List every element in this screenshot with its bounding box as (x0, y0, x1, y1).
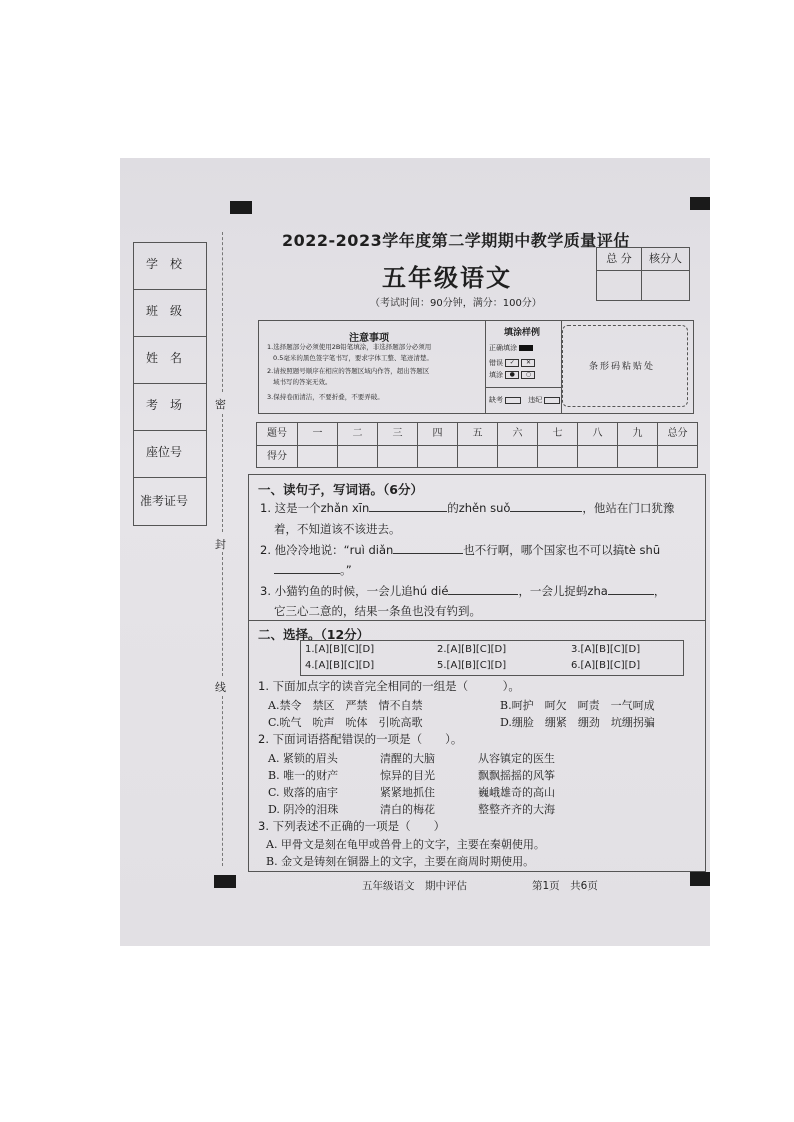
score-cell[interactable] (498, 446, 538, 468)
corner-marker (214, 875, 236, 888)
answer-choice-2[interactable]: 2.[A][B][C][D] (437, 644, 507, 655)
option-2a-2: 清醒的大脑 (380, 752, 435, 765)
q1-text-a: 1. 这是一个zhǎn xīn (260, 501, 370, 515)
fill-sample-correct-label: 正确填涂 (489, 344, 517, 352)
label-seat: 座位号 (146, 445, 183, 459)
section-divider (248, 620, 706, 621)
label-school: 学 校 (146, 257, 183, 271)
answer-blank[interactable] (510, 500, 582, 512)
total-score-box (596, 247, 690, 301)
option-2d-2: 清白的梅花 (380, 803, 435, 816)
score-table-header: 二 (338, 423, 378, 445)
student-info-column (133, 242, 207, 526)
fill-sample-title: 填涂样例 (504, 328, 541, 338)
label-room: 考 场 (146, 398, 183, 412)
q3-text-a: 3. 小猫钓鱼的时候，一会儿追hú dié (260, 584, 449, 598)
label-class: 班 级 (146, 304, 183, 318)
answer-blank[interactable] (608, 583, 654, 595)
score-table-header: 九 (618, 423, 658, 445)
score-table-header: 六 (498, 423, 538, 445)
question-1-1 (260, 500, 674, 516)
option-3a: A. 甲骨文是刻在龟甲或兽骨上的文字，主要在秦朝使用。 (266, 838, 545, 851)
violation-label: 违纪 (528, 396, 543, 404)
option-2a-1: A. 紧锁的眉头 (268, 752, 338, 765)
info-cell-class[interactable] (134, 290, 206, 337)
total-score-label: 总 分 (597, 248, 642, 271)
score-cell[interactable] (578, 446, 618, 468)
notice-divider (485, 321, 486, 413)
option-1c: C.吮气 吮声 吮体 引吮高歌 (268, 716, 423, 729)
answer-choice-3[interactable]: 3.[A][B][C][D] (571, 644, 641, 655)
score-cell[interactable] (538, 446, 578, 468)
answer-blank[interactable] (448, 583, 518, 595)
seal-char-feng: 封 (215, 538, 226, 551)
score-row (257, 445, 697, 462)
q2-text-b: 也不行啊，哪个国家也不可以搞tè shū (463, 543, 661, 557)
score-cell[interactable] (338, 446, 378, 468)
fill-sample-wrong-2 (489, 370, 535, 380)
q3-text-b: ，一会儿捉蚂zha (518, 584, 608, 598)
score-table-header: 题号 (257, 423, 298, 445)
seal-line (222, 552, 223, 676)
option-2c-3: 巍峨雄奇的高山 (478, 786, 555, 799)
notice-item: 域书写的答案无效。 (273, 378, 332, 386)
absent-label: 缺考 (489, 396, 503, 404)
option-2b-1: B. 唯一的财产 (268, 769, 339, 782)
option-2c-2: 紧紧地抓住 (380, 786, 435, 799)
cross-mark-icon: ✕ (521, 359, 535, 367)
q1-text-b: 的zhěn suǒ (447, 501, 511, 515)
answer-blank[interactable] (274, 562, 340, 574)
answer-blank[interactable] (393, 542, 463, 554)
score-table-header: 总分 (667, 428, 688, 439)
notice-item: 3.保持卷面清洁，不要折叠，不要弄破。 (267, 393, 384, 401)
info-cell-room[interactable] (134, 384, 206, 431)
seal-char-xian: 线 (215, 681, 226, 694)
notice-box (258, 320, 694, 414)
fill-sample-fill-label: 填涂 (489, 371, 503, 379)
score-table-header: 八 (578, 423, 618, 445)
q2-text-c: 。” (340, 563, 352, 577)
score-cell[interactable] (658, 446, 697, 468)
question-1-2 (260, 542, 660, 558)
check-mark-icon: ✓ (505, 359, 519, 367)
score-table-header: 三 (378, 423, 418, 445)
option-2b-2: 惊异的目光 (380, 769, 435, 782)
notice-item: 2.请按照题号顺序在相应的答题区域内作答，超出答题区 (267, 367, 430, 375)
info-cell-exam-id[interactable] (134, 478, 206, 524)
score-table-header: 七 (538, 423, 578, 445)
corner-marker (690, 197, 710, 210)
score-table-header: 一 (298, 423, 338, 445)
q1-text-c: ，他站在门口犹豫 (582, 501, 675, 515)
score-cell[interactable] (298, 446, 338, 468)
barcode-area (562, 325, 688, 407)
corner-marker (690, 872, 710, 886)
dot-mark-icon: ● (505, 371, 519, 379)
seal-line (222, 414, 223, 532)
choice-question-1: 1. 下面加点字的读音完全相同的一组是（ ）。 (258, 679, 520, 693)
answer-choice-5[interactable]: 5.[A][B][C][D] (437, 660, 507, 671)
answer-blank[interactable] (369, 500, 447, 512)
section-2-title: 二、选择。（12分） (258, 627, 370, 642)
option-1d: D.绷脸 绷紧 绷劲 坑绷拐骗 (500, 716, 655, 729)
score-table-header: 四 (418, 423, 458, 445)
score-row-label: 得分 (257, 446, 298, 468)
label-exam-id: 准考证号 (140, 494, 189, 508)
barcode-label: 条形码粘贴处 (589, 362, 656, 372)
answer-choice-1[interactable]: 1.[A][B][C][D] (305, 644, 375, 655)
fill-sample-correct (489, 343, 533, 353)
info-cell-seat[interactable] (134, 431, 206, 478)
label-name: 姓 名 (146, 351, 183, 365)
info-cell-name[interactable] (134, 337, 206, 384)
choice-question-3: 3. 下列表述不正确的一项是（ ） (258, 819, 446, 833)
score-table (256, 422, 698, 468)
question-1-3 (260, 583, 665, 599)
option-3b: B. 金文是铸刻在铜器上的文字，主要在商周时期使用。 (266, 855, 535, 868)
exam-info: （考试时间：90分钟，满分：100分） (370, 298, 542, 309)
notice-title: 注意事项 (349, 333, 389, 344)
notice-item: 0.5毫米的黑色签字笔书写，要求字体工整、笔迹清楚。 (273, 354, 433, 362)
score-cell[interactable] (618, 446, 658, 468)
corner-marker (230, 201, 252, 214)
seal-char-mi: 密 (215, 398, 226, 411)
circle-mark-icon: ○ (521, 371, 535, 379)
option-1a: A.禁令 禁区 严禁 情不自禁 (268, 699, 423, 712)
subject-title: 五年级语文 (382, 263, 512, 292)
score-cell[interactable] (378, 446, 418, 468)
absent-checkbox[interactable] (505, 397, 521, 404)
option-2a-3: 从容镇定的医生 (478, 752, 555, 765)
q3-text-c: ， (653, 584, 666, 598)
answer-sheet-grid (300, 640, 684, 676)
absent-violation-marks (489, 395, 560, 405)
seal-line (222, 696, 223, 866)
section-1-title: 一、读句子，写词语。（6分） (258, 482, 423, 497)
question-1-1-cont: 着，不知道该不该进去。 (274, 522, 401, 536)
info-cell-school[interactable] (134, 243, 206, 290)
option-2c-1: C. 败落的庙宇 (268, 786, 339, 799)
filled-mark-icon (519, 345, 533, 351)
question-1-3-cont: 它三心二意的，结果一条鱼也没有钓到。 (274, 604, 481, 618)
score-table-header: 五 (458, 423, 498, 445)
violation-checkbox[interactable] (544, 397, 560, 404)
footer-subject: 五年级语文 期中评估 (362, 880, 467, 892)
footer-page: 第1页 共6页 (532, 880, 598, 892)
question-1-2-cont (274, 562, 352, 578)
score-cell[interactable] (458, 446, 498, 468)
sample-divider (485, 387, 561, 388)
option-2b-3: 飘飘摇摇的风筝 (478, 769, 555, 782)
fill-sample-wrong-label: 错误 (489, 359, 503, 367)
notice-item: 1.选择题部分必须使用2B铅笔填涂，非选择题部分必须用 (267, 343, 432, 351)
option-2d-3: 整整齐齐的大海 (478, 803, 555, 816)
answer-choice-6[interactable]: 6.[A][B][C][D] (571, 660, 641, 671)
exam-title: 2022-2023学年度第二学期期中教学质量评估 (282, 231, 630, 250)
seal-line (222, 232, 223, 392)
checker-label: 核分人 (642, 248, 689, 271)
q2-text-a: 2. 他冷冷地说：“ruì diǎn (260, 543, 394, 557)
option-2d-1: D. 阴冷的泪珠 (268, 803, 339, 816)
option-1b: B.呵护 呵欠 呵责 一气呵成 (500, 699, 655, 712)
score-cell[interactable] (418, 446, 458, 468)
fill-sample-wrong (489, 358, 535, 368)
choice-question-2: 2. 下面词语搭配错误的一项是（ ）。 (258, 732, 463, 746)
answer-choice-4[interactable]: 4.[A][B][C][D] (305, 660, 375, 671)
score-box-divider (641, 270, 642, 300)
